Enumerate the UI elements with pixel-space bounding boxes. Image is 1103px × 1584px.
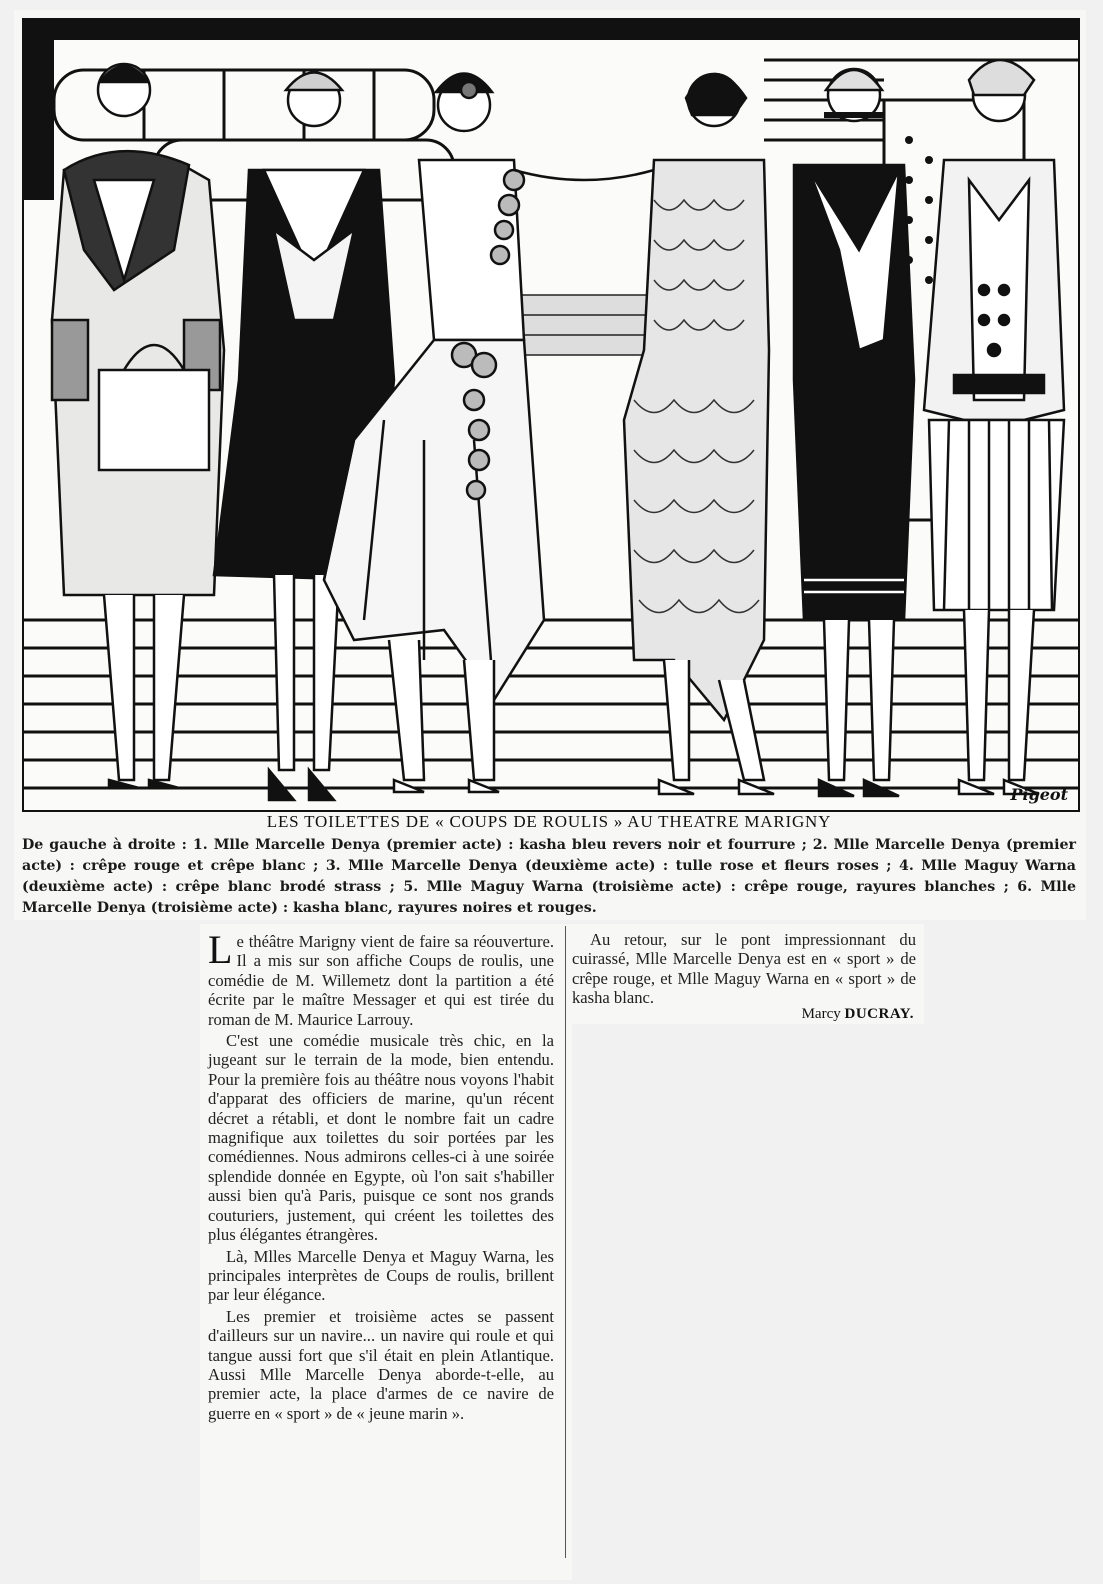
figure-1-woman-coat-icon — [52, 64, 224, 788]
caption-title: LES TOILETTES DE « COUPS DE ROULIS » AU THEATRE MARIGNY — [266, 812, 832, 831]
figure-6-woman-cardigan-icon — [924, 60, 1064, 794]
author-byline — [802, 1006, 914, 1023]
figure-5-woman-sport-dress-icon — [794, 69, 914, 796]
article-body-right — [572, 930, 916, 1008]
fashion-illustration — [22, 18, 1080, 812]
figure-4-woman-beaded-dress-icon — [514, 74, 774, 794]
article-body-left — [208, 927, 554, 1425]
drop-cap: L — [208, 927, 233, 972]
author-last-name: DUCRAY. — [844, 1006, 914, 1022]
article-paragraph-2: C'est une comédie musicale très chic, en la jugeant sur le terrain de la mode, bien entendu. Pour la première fois au théâtre nous voyons l'habit d'apparat des officiers de marine, qu'un récent décret a rétabli, et dont le nombre fait un cadre magnifique aux toilettes du soir portées par les comédiennes. Nous admirons celles-ci à une soirée splendide donnée en Egypte, où l'on sait s'habiller aussi bien qu'à Paris, puisque ce sont nos grands couturiers, justement, qui créent les toilettes des plus élégantes étrangères. — [208, 1031, 554, 1245]
paragraph-1-text: e théâtre Marigny vient de faire sa réouverture. Il a mis sur son affiche Coups de roulis, une comédie de M. Willemetz dont la partition a été écrite par le maître Messager et qui est tirée du roman de M. Maurice Larrouy. — [208, 932, 554, 1029]
caption-text: De gauche à droite : 1. Mlle Marcelle Denya (premier acte) : kasha bleu revers noir et fourrure ; 2. Mlle Marcelle Denya (premier acte) : crêpe rouge et crêpe blanc ; 3. Mlle Marcelle Denya (deuxième acte) : tulle rose et fleurs roses ; 4. Mlle Maguy Warna (deuxième acte) : crêpe blanc brodé strass ; 5. Mlle Maguy Warna (troisième acte) : crêpe rouge, rayures blanches ; 6. Mlle Marcelle Denya (troisième acte) : kasha blanc, rayures noires et rouges. — [22, 837, 1076, 916]
article-paragraph-3: Là, Mlles Marcelle Denya et Maguy Warna, les principales interprètes de Coups de roulis, brillent par leur élégance. — [208, 1246, 554, 1305]
illustration-drawing — [24, 20, 1078, 810]
artist-signature: Pigeot — [1010, 785, 1068, 804]
author-first-name: Marcy — [801, 1006, 841, 1022]
article-paragraph-1 — [208, 927, 554, 1029]
deck-planks-icon — [24, 620, 1078, 788]
article-paragraph-4: Les premier et troisième actes se passent d'ailleurs sur un navire... un navire qui roule et qui tangue aussi fort que s'il était en plein Atlantique. Aussi Mlle Marcelle Denya aborde-t-elle, au premier acte, la place d'armes de ce navire de guerre en « sport » de « jeune marin ». — [208, 1306, 554, 1423]
article-left-column — [200, 924, 572, 1580]
column-divider — [565, 926, 566, 1558]
article-paragraph-5: Au retour, sur le pont impressionnant du cuirassé, Mlle Marcelle Denya est en « sport » de crêpe rouge, et Mlle Maguy Warna en « sport » de kasha blanc. — [572, 930, 916, 1008]
article-right-column — [572, 924, 924, 1024]
